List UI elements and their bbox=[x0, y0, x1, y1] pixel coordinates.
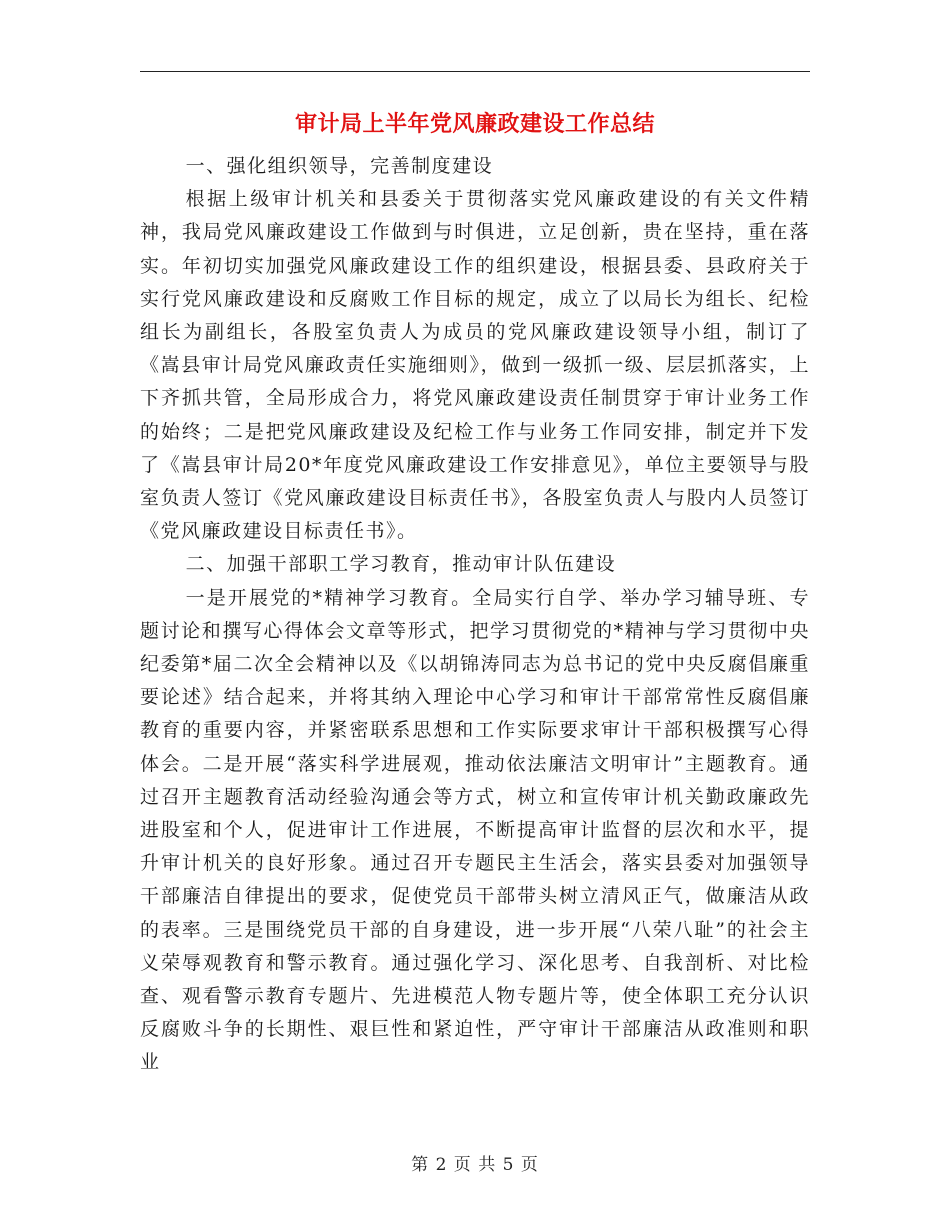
paragraph-2: 一是开展党的*精神学习教育。全局实行自学、举办学习辅导班、专题讨论和撰写心得体会文章等形式，把学习贯彻党的*精神与学习贯彻中央纪委第*届二次全会精神以及《以胡锦涛同志为总书记的党中央反腐倡廉重要论述》结合起来，并将其纳入理论中心学习和审计干部常常性反腐倡廉教育的重要内容，并紧密联系思想和工作实际要求审计干部积极撰写心得体会。二是开展“落实科学进展观，推动依法廉洁文明审计”主题教育。通过召开主题教育活动经验沟通会等方式，树立和宣传审计机关勤政廉政先进股室和个人，促进审计工作进展，不断提高审计监督的层次和水平，提升审计机关的良好形象。通过召开专题民主生活会，落实县委对加强领导干部廉洁自律提出的要求，促使党员干部带头树立清风正气，做廉洁从政的表率。三是围绕党员干部的自身建设，进一步开展“八荣八耻”的社会主义荣辱观教育和警示教育。通过强化学习、深化思考、自我剖析、对比检查、观看警示教育专题片、先进模范人物专题片等，使全体职工充分认识反腐败斗争的长期性、艰巨性和紧迫性，严守审计干部廉洁从政准则和职业 bbox=[140, 586, 810, 1074]
header-rule bbox=[140, 71, 810, 72]
section-heading-2: 二、加强干部职工学习教育，推动审计队伍建设 bbox=[185, 553, 617, 576]
document-title: 审计局上半年党风廉政建设工作总结 bbox=[294, 112, 655, 137]
paragraph-1: 根据上级审计机关和县委关于贯彻落实党风廉政建设的有关文件精神，我局党风廉政建设工作做到与时俱进，立足创新，贵在坚持，重在落实。年初切实加强党风廉政建设工作的组织建设，根据县委、县政府关于实行党风廉政建设和反腐败工作目标的规定，成立了以局长为组长、纪检组长为副组长，各股室负责人为成员的党风廉政建设领导小组，制订了《嵩县审计局党风廉政责任实施细则》，做到一级抓一级、层层抓落实，上下齐抓共管，全局形成合力，将党风廉政建设责任制贯穿于审计业务工作的始终；二是把党风廉政建设及纪检工作与业务工作同安排，制定并下发了《嵩县审计局20*年度党风廉政建设工作安排意见》，单位主要领导与股室负责人签订《党风廉政建设目标责任书》，各股室负责人与股内人员签订《党风廉政建设目标责任书》。 bbox=[140, 188, 810, 543]
document-body bbox=[140, 150, 810, 1080]
page-number: 第 2 页 共 5 页 bbox=[411, 1155, 539, 1175]
section-heading-1: 一、强化组织领导，完善制度建设 bbox=[185, 155, 494, 177]
